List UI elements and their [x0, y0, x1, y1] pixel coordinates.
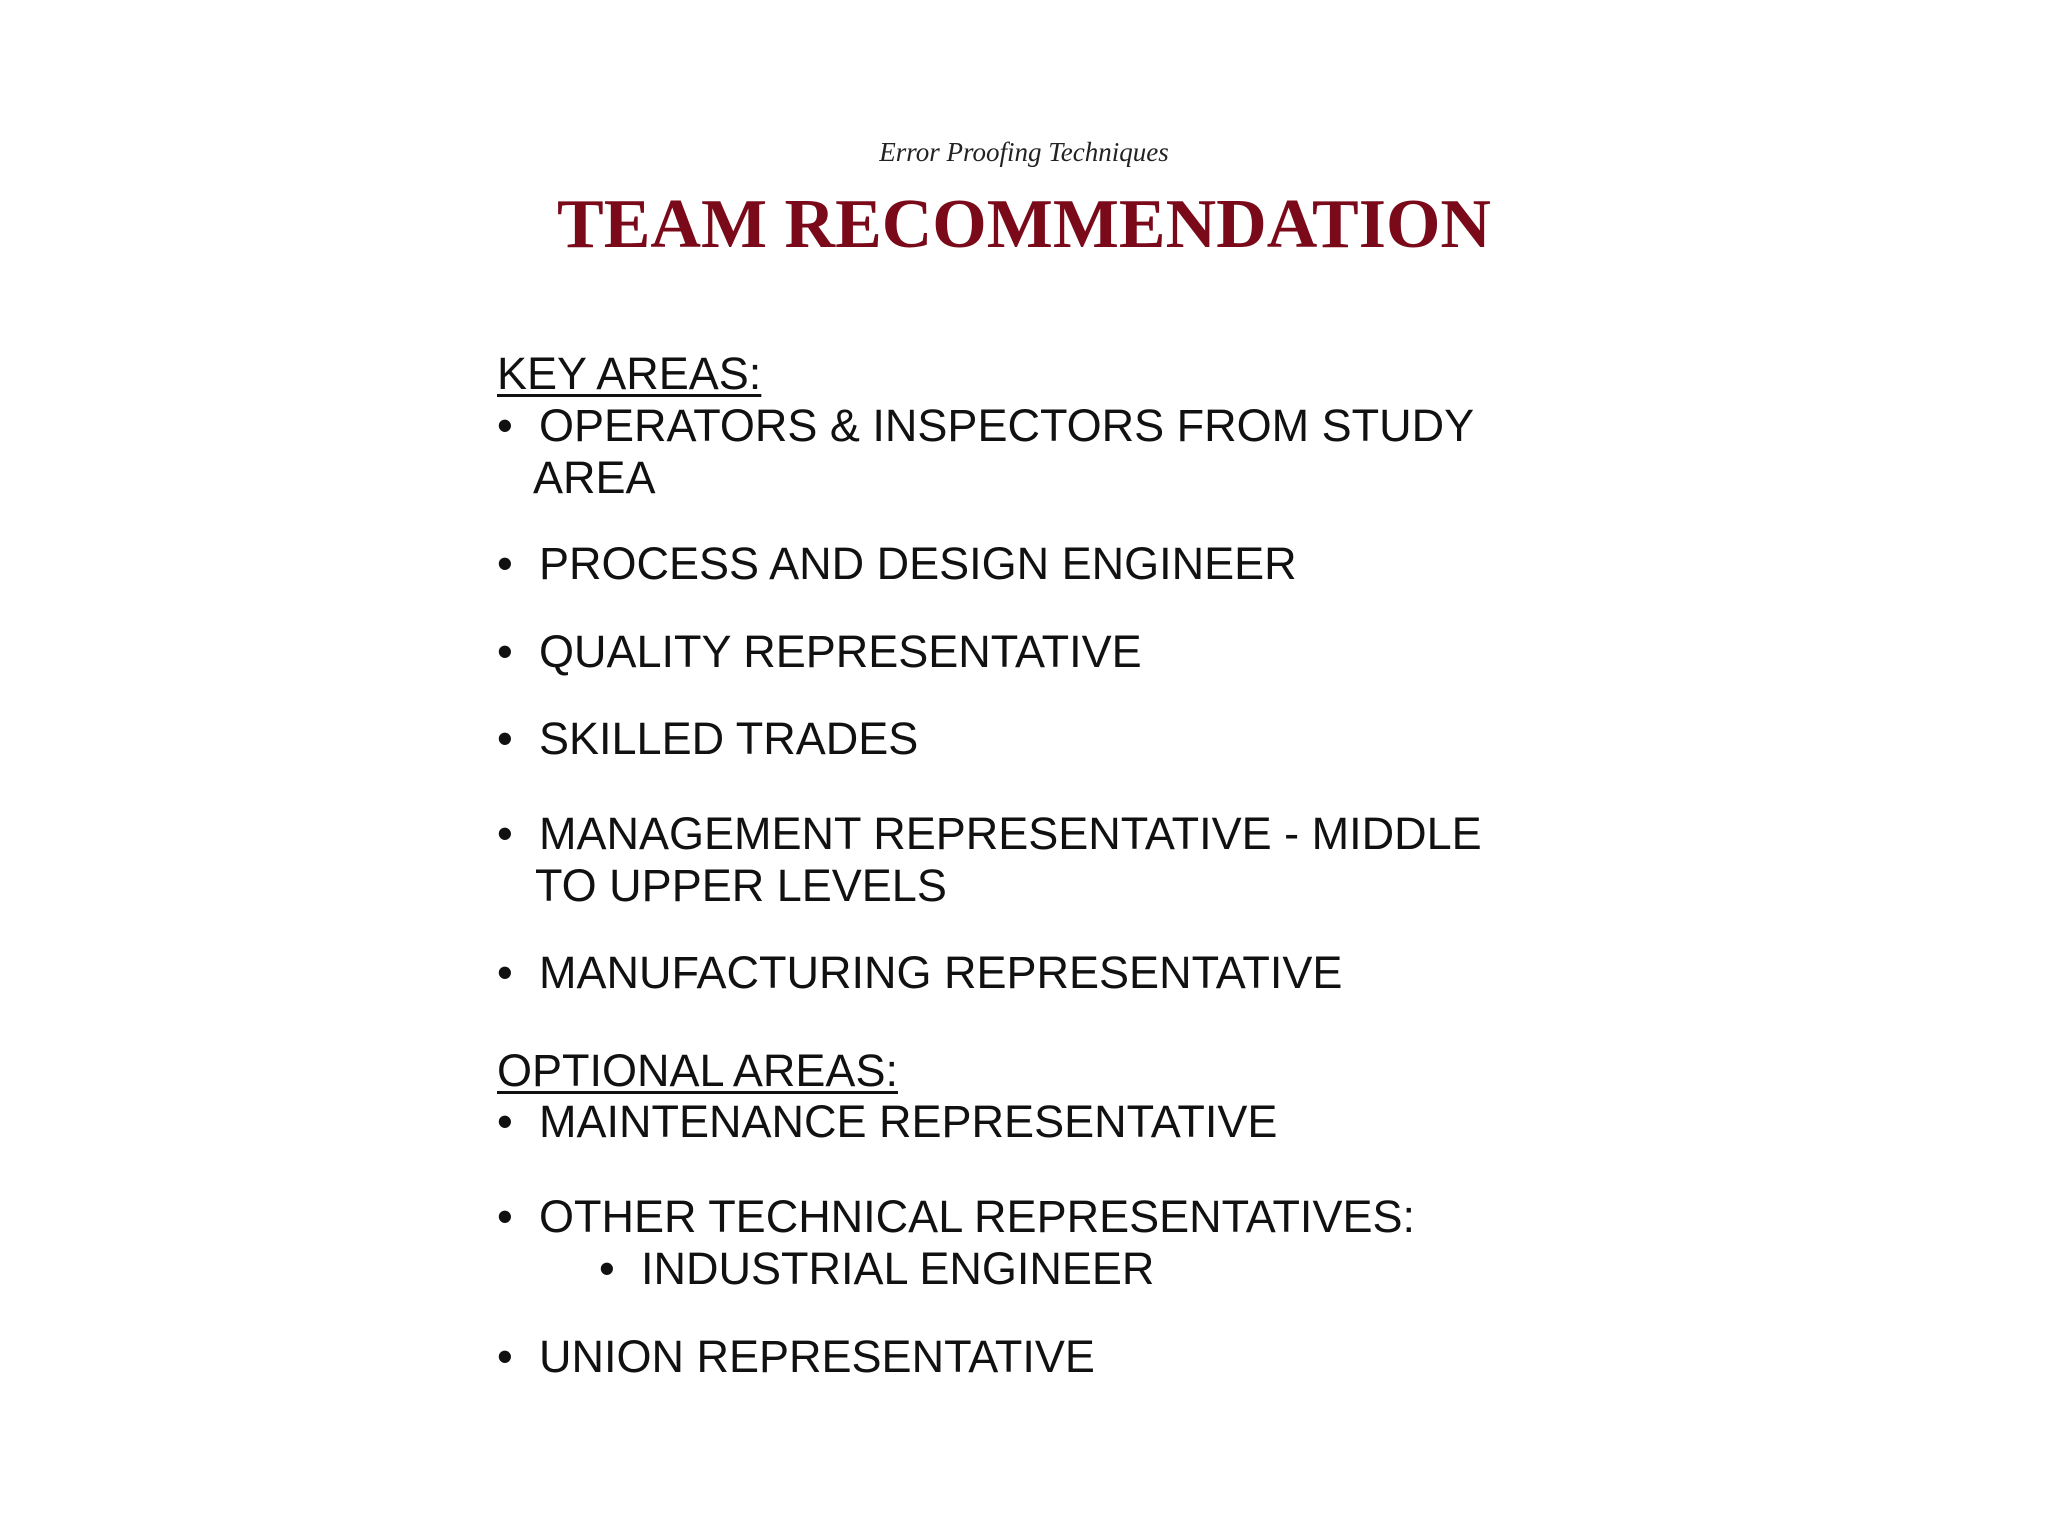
- bullet-icon: •: [497, 538, 513, 589]
- bullet-icon: •: [599, 1243, 615, 1294]
- bullet-icon: •: [497, 1096, 513, 1147]
- sub-list-item-text: INDUSTRIAL ENGINEER: [641, 1243, 1155, 1294]
- slide-title: TEAM RECOMMENDATION: [557, 186, 1491, 263]
- list-item-text: MANUFACTURING REPRESENTATIVE: [539, 947, 1343, 998]
- list-item-text: OPERATORS & INSPECTORS FROM STUDY: [539, 400, 1475, 451]
- bullet-icon: •: [497, 1331, 513, 1382]
- bullet-icon: •: [497, 1191, 513, 1242]
- bullet-icon: •: [497, 713, 513, 764]
- slide-subtitle: Error Proofing Techniques: [879, 137, 1169, 167]
- list-item-text: QUALITY REPRESENTATIVE: [539, 626, 1142, 677]
- list-item-text: PROCESS AND DESIGN ENGINEER: [539, 538, 1297, 589]
- bullet-icon: •: [497, 947, 513, 998]
- list-item-text: UNION REPRESENTATIVE: [539, 1331, 1095, 1382]
- list-item-text: OTHER TECHNICAL REPRESENTATIVES:: [539, 1191, 1415, 1242]
- list-item-text: SKILLED TRADES: [539, 713, 919, 764]
- list-item-text: MANAGEMENT REPRESENTATIVE - MIDDLE: [539, 808, 1482, 859]
- bullet-icon: •: [497, 626, 513, 677]
- list-item-text: MAINTENANCE REPRESENTATIVE: [539, 1096, 1278, 1147]
- bullet-icon: •: [497, 400, 513, 451]
- list-item-text-continued: TO UPPER LEVELS: [535, 860, 947, 911]
- bullet-icon: •: [497, 808, 513, 859]
- key-areas-heading: KEY AREAS:: [497, 348, 762, 399]
- list-item-text-continued: AREA: [533, 452, 656, 503]
- optional-areas-heading: OPTIONAL AREAS:: [497, 1045, 898, 1096]
